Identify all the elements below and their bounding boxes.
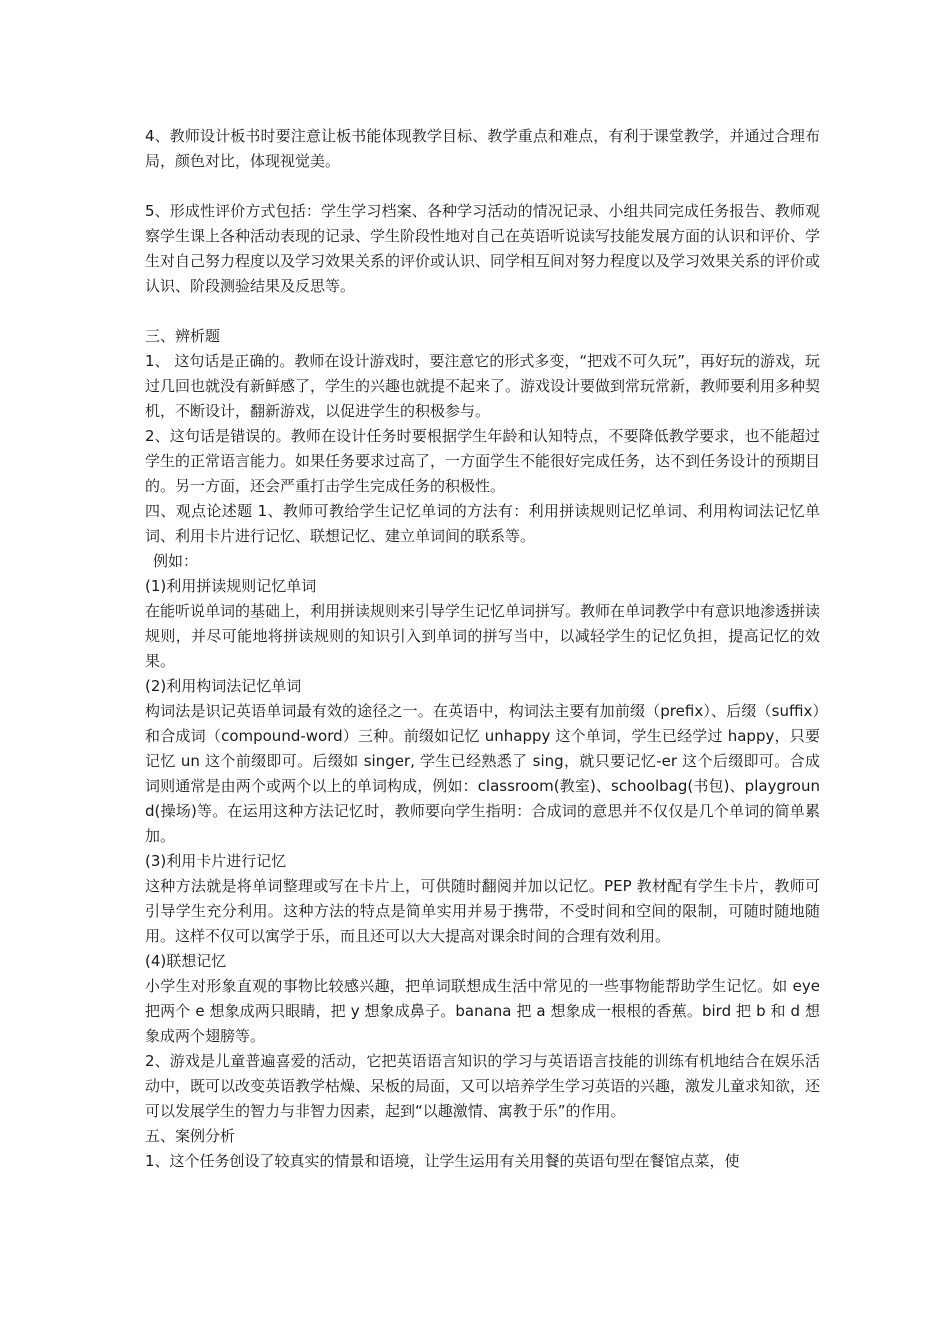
subheading-flashcards: (3)利用卡片进行记忆: [145, 852, 287, 870]
paragraph-spacer: [145, 299, 820, 324]
subheading-spelling-rules: (1)利用拼读规则记忆单词: [145, 577, 317, 595]
section-heading-case-analysis: 五、案例分析: [145, 1127, 236, 1145]
paragraph-case-1: 1、这个任务创设了较真实的情景和语境，让学生运用有关用餐的英语句型在餐馆点菜，使: [145, 1152, 740, 1170]
paragraph-games: 2、游戏是儿童普遍喜爱的活动，它把英语语言知识的学习与英语语言技能的训练有机地结合在娱乐活动中，既可以改变英语教学枯燥、呆板的局面，又可以培养学生学习英语的兴趣，激发儿童求知欲，还可以发展学生的智力与非智力因素，起到“以趣激情、寓教于乐”的作用。: [145, 1052, 821, 1120]
subheading-association: (4)联想记忆: [145, 952, 227, 970]
document-page: [145, 124, 820, 1174]
paragraph-word-formation: 构词法是识记英语单词最有效的途径之一。在英语中，构词法主要有加前缀（prefix）、后缀（suffix）和合成词（compound-word）三种。前缀如记忆 unhappy 这个单词，学生已经学过 happy，只要记忆 un 这个前缀即可。后缀如 singer, 学生已经熟悉了 sing，就只要记忆-er 这个后缀即可。合成词则通常是由两个或两个以上的单词构成，例如：classroom(教室)、schoolbag(书包)、playground(操场)等。在运用这种方法记忆时，教师要向学生指明：合成词的意思并不仅仅是几个单词的简单累加。: [145, 702, 820, 845]
paragraph-answer-1: 1、 这句话是正确的。教师在设计游戏时，要注意它的形式多变，“把戏不可久玩”，再好玩的游戏，玩过几回也就没有新鲜感了，学生的兴趣也就提不起来了。游戏设计要做到常玩常新，教师要利用多种契机，不断设计，翻新游戏，以促进学生的积极参与。: [145, 352, 821, 420]
paragraph-association: 小学生对形象直观的事物比较感兴趣，把单词联想成生活中常见的一些事物能帮助学生记忆。如 eye 把两个 e 想象成两只眼睛，把 y 想象成鼻子。banana 把 a 想象成一根根的香蕉。bird 把 b 和 d 想象成两个翅膀等。: [145, 977, 820, 1045]
paragraph-example-label: 例如：: [153, 552, 199, 570]
subheading-word-formation: (2)利用构词法记忆单词: [145, 677, 302, 695]
paragraph-spacer: [145, 174, 820, 199]
section-heading-argument: 四、观点论述题 1、教师可教给学生记忆单词的方法有：利用拼读规则记忆单词、利用构词法记忆单词、利用卡片进行记忆、联想记忆、建立单词间的联系等。: [145, 502, 820, 545]
paragraph-answer-2: 2、这句话是错误的。教师在设计任务时要根据学生年龄和认知特点，不要降低教学要求，也不能超过学生的正常语言能力。如果任务要求过高了，一方面学生不能很好完成任务，达不到任务设计的预期目的。另一方面，还会严重打击学生完成任务的积极性。: [145, 427, 821, 495]
paragraph-spelling-rules: 在能听说单词的基础上，利用拼读规则来引导学生记忆单词拼写。教师在单词教学中有意识地渗透拼读规则，并尽可能地将拼读规则的知识引入到单词的拼写当中，以减轻学生的记忆负担，提高记忆的效果。: [145, 602, 821, 670]
paragraph-formative-evaluation: 5、形成性评价方式包括：学生学习档案、各种学习活动的情况记录、小组共同完成任务报告、教师观察学生课上各种活动表现的记录、学生阶段性地对自己在英语听说读写技能发展方面的认识和评价、学生对自己努力程度以及学习效果关系的评价或认识、同学相互间对努力程度以及学习效果关系的评价或认识、阶段测验结果及反思等。: [145, 202, 821, 295]
paragraph-flashcards: 这种方法就是将单词整理或写在卡片上，可供随时翻阅并加以记忆。PEP 教材配有学生卡片，教师可引导学生充分利用。这种方法的特点是简单实用并易于携带，不受时间和空间的限制，可随时随地随用。这样不仅可以寓学于乐，而且还可以大大提高对课余时间的合理有效利用。: [145, 877, 820, 945]
paragraph-board-design: 4、教师设计板书时要注意让板书能体现教学目标、教学重点和难点，有利于课堂教学，并通过合理布局，颜色对比，体现视觉美。: [145, 127, 820, 170]
section-heading-discrimination: 三、辨析题: [145, 327, 221, 345]
